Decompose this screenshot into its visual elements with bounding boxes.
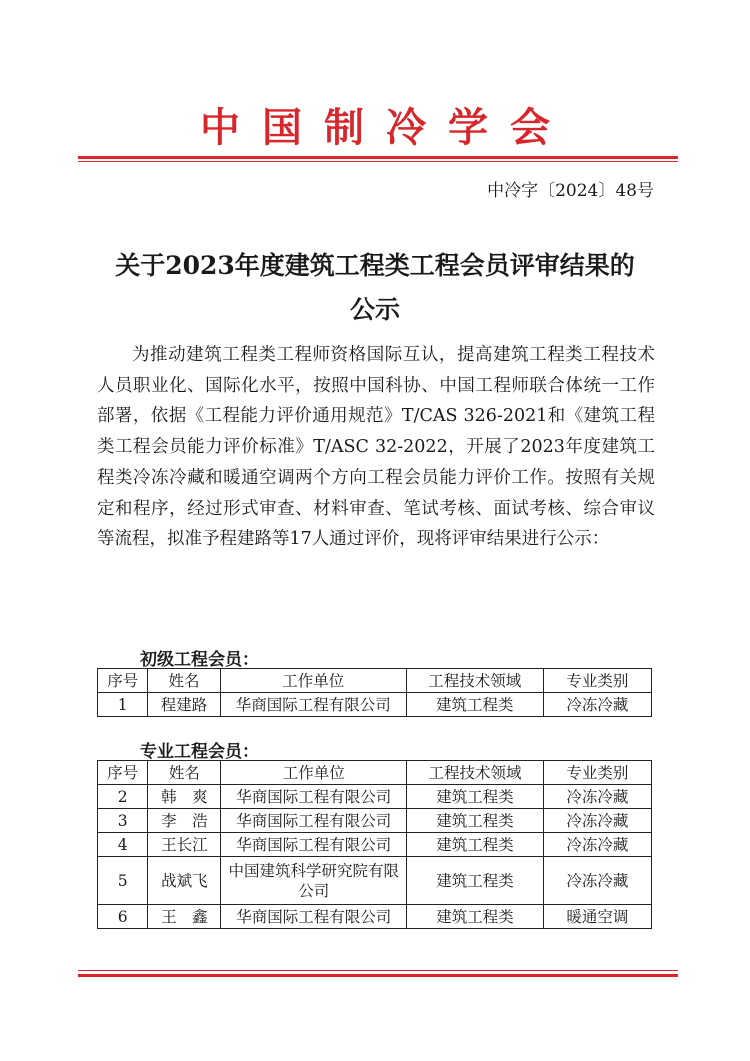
- cell-field: 建筑工程类: [407, 809, 544, 833]
- body-paragraph: 为推动建筑工程类工程师资格国际互认，提高建筑工程类工程技术人员职业化、国际化水平，按照中国科协、中国工程师联合体统一工作部署，依据《工程能力评价通用规范》T/CAS 326-2021和《建筑工程类工程会员能力评价标准》T/ASC 32-2022，开展了2023年度建筑工程类冷冻冷藏和暖通空调两个方向工程会员能力评价工作。按照有关规定和程序，经过形式审查、材料审查、笔试考核、面试考核、综合审议等流程，拟准予程建路等17人通过评价，现将评审结果进行公示：: [97, 345, 655, 550]
- header-seq: 序号: [98, 761, 148, 785]
- table-row: [98, 693, 652, 717]
- cell-unit: 华商国际工程有限公司: [221, 809, 407, 833]
- table-row: [98, 833, 652, 857]
- table-header-row: [98, 761, 652, 785]
- cell-unit: 华商国际工程有限公司: [221, 833, 407, 857]
- professional-member-label: 专业工程会员：: [140, 742, 259, 762]
- document-title-line-1: 关于2023年度建筑工程类工程会员评审结果的: [115, 251, 635, 280]
- cell-category: 冷冻冷藏: [543, 857, 651, 905]
- professional-member-table: [97, 760, 652, 929]
- header-divider-thin: [78, 161, 678, 162]
- cell-unit: 中国建筑科学研究院有限公司: [221, 857, 407, 905]
- cell-unit: 华商国际工程有限公司: [221, 905, 407, 929]
- document-title-line-2: 公示: [349, 295, 400, 324]
- junior-member-label: 初级工程会员：: [140, 650, 259, 670]
- cell-seq: 1: [98, 693, 148, 717]
- table-row: [98, 785, 652, 809]
- cell-field: 建筑工程类: [407, 857, 544, 905]
- cell-field: 建筑工程类: [407, 905, 544, 929]
- cell-field: 建筑工程类: [406, 693, 543, 717]
- cell-seq: 2: [98, 785, 148, 809]
- junior-member-table: [97, 668, 652, 717]
- cell-name: 战斌飞: [148, 857, 221, 905]
- footer-divider-thin: [78, 970, 678, 971]
- cell-unit: 华商国际工程有限公司: [220, 693, 406, 717]
- cell-name: 王 鑫: [148, 905, 221, 929]
- table-row: [98, 809, 652, 833]
- cell-category: 冷冻冷藏: [543, 809, 651, 833]
- header-category: 专业类别: [543, 761, 651, 785]
- body-text: [97, 340, 655, 555]
- header-name: 姓名: [148, 761, 221, 785]
- cell-category: 暖通空调: [543, 905, 651, 929]
- cell-name: 王长江: [148, 833, 221, 857]
- cell-category: 冷冻冷藏: [543, 785, 651, 809]
- cell-category: 冷冻冷藏: [543, 693, 651, 717]
- document-title: [90, 244, 660, 332]
- header-unit: 工作单位: [221, 761, 407, 785]
- cell-field: 建筑工程类: [407, 833, 544, 857]
- header-seq: 序号: [98, 669, 148, 693]
- header-field: 工程技术领域: [407, 761, 544, 785]
- cell-name: 李 浩: [148, 809, 221, 833]
- table-row: [98, 857, 652, 905]
- organization-name: 中国制冷学会: [200, 104, 572, 151]
- header-divider-thick: [78, 156, 678, 159]
- cell-seq: 4: [98, 833, 148, 857]
- cell-category: 冷冻冷藏: [543, 833, 651, 857]
- table-row: [98, 905, 652, 929]
- cell-seq: 6: [98, 905, 148, 929]
- header-field: 工程技术领域: [406, 669, 543, 693]
- header-name: 姓名: [148, 669, 220, 693]
- cell-name: 韩 爽: [148, 785, 221, 809]
- header-category: 专业类别: [543, 669, 651, 693]
- header-unit: 工作单位: [220, 669, 406, 693]
- cell-seq: 3: [98, 809, 148, 833]
- document-number: 中冷字〔2024〕48号: [487, 181, 654, 201]
- footer-divider-thick: [78, 974, 678, 977]
- table-header-row: [98, 669, 652, 693]
- cell-seq: 5: [98, 857, 148, 905]
- cell-unit: 华商国际工程有限公司: [221, 785, 407, 809]
- cell-field: 建筑工程类: [407, 785, 544, 809]
- cell-name: 程建路: [148, 693, 220, 717]
